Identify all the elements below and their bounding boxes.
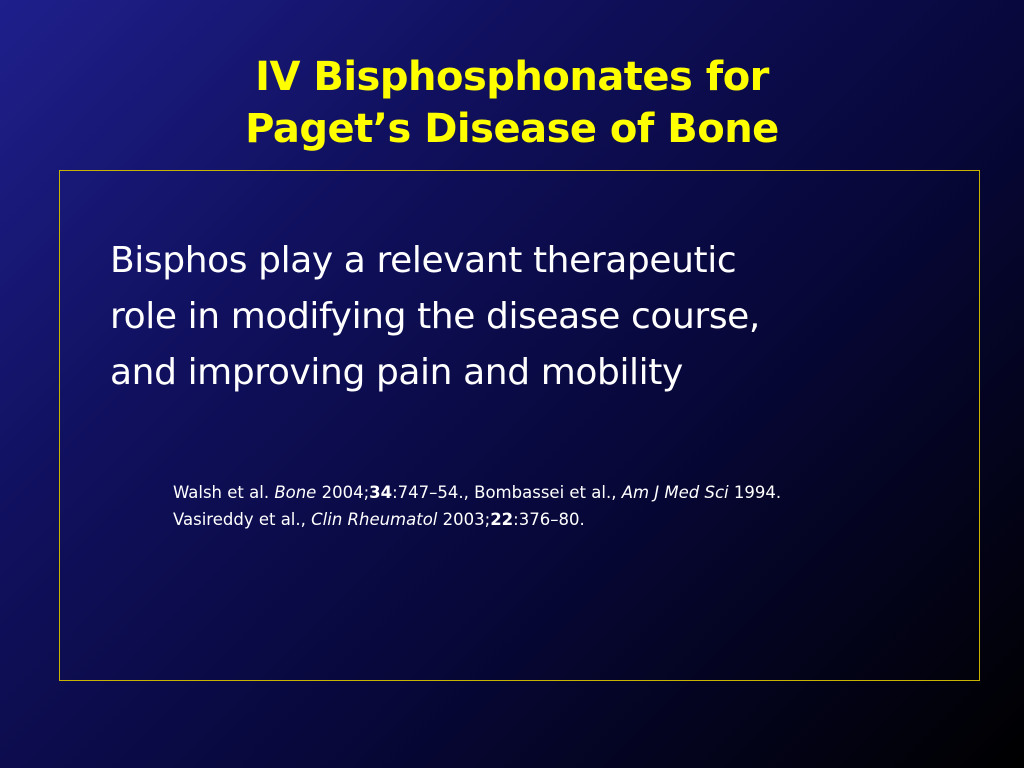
ref-vasireddy-year: 2003; (437, 510, 491, 529)
ref-walsh-year: 2004; (316, 483, 370, 502)
references-line-2 (173, 506, 973, 533)
main-statement-line-2: role in modifying the disease course, (110, 296, 760, 337)
ref-vasireddy-journal: Clin Rheumatol (311, 510, 438, 529)
main-statement (110, 233, 940, 401)
slide-title-line-1: IV Bisphosphonates for (255, 53, 769, 100)
ref-walsh-authors: Walsh et al. (173, 483, 275, 502)
references (173, 479, 973, 533)
ref-bombassei-journal: Am J Med Sci (621, 483, 729, 502)
ref-bombassei-year: 1994. (728, 483, 782, 502)
ref-walsh-pages: :747–54. (392, 483, 464, 502)
ref-vasireddy-pages: :376–80. (513, 510, 585, 529)
content-box (59, 170, 980, 681)
slide-title (0, 51, 1024, 155)
ref-bombassei-authors: , Bombassei et al., (463, 483, 622, 502)
ref-vasireddy-authors: Vasireddy et al., (173, 510, 312, 529)
main-statement-line-1: Bisphos play a relevant therapeutic (110, 240, 737, 281)
ref-walsh-journal: Bone (274, 483, 317, 502)
slide-title-line-2: Paget’s Disease of Bone (245, 105, 779, 152)
ref-walsh-volume: 34 (369, 483, 393, 502)
references-line-1 (173, 479, 973, 506)
main-statement-line-3: and improving pain and mobility (110, 352, 683, 393)
ref-vasireddy-volume: 22 (490, 510, 514, 529)
